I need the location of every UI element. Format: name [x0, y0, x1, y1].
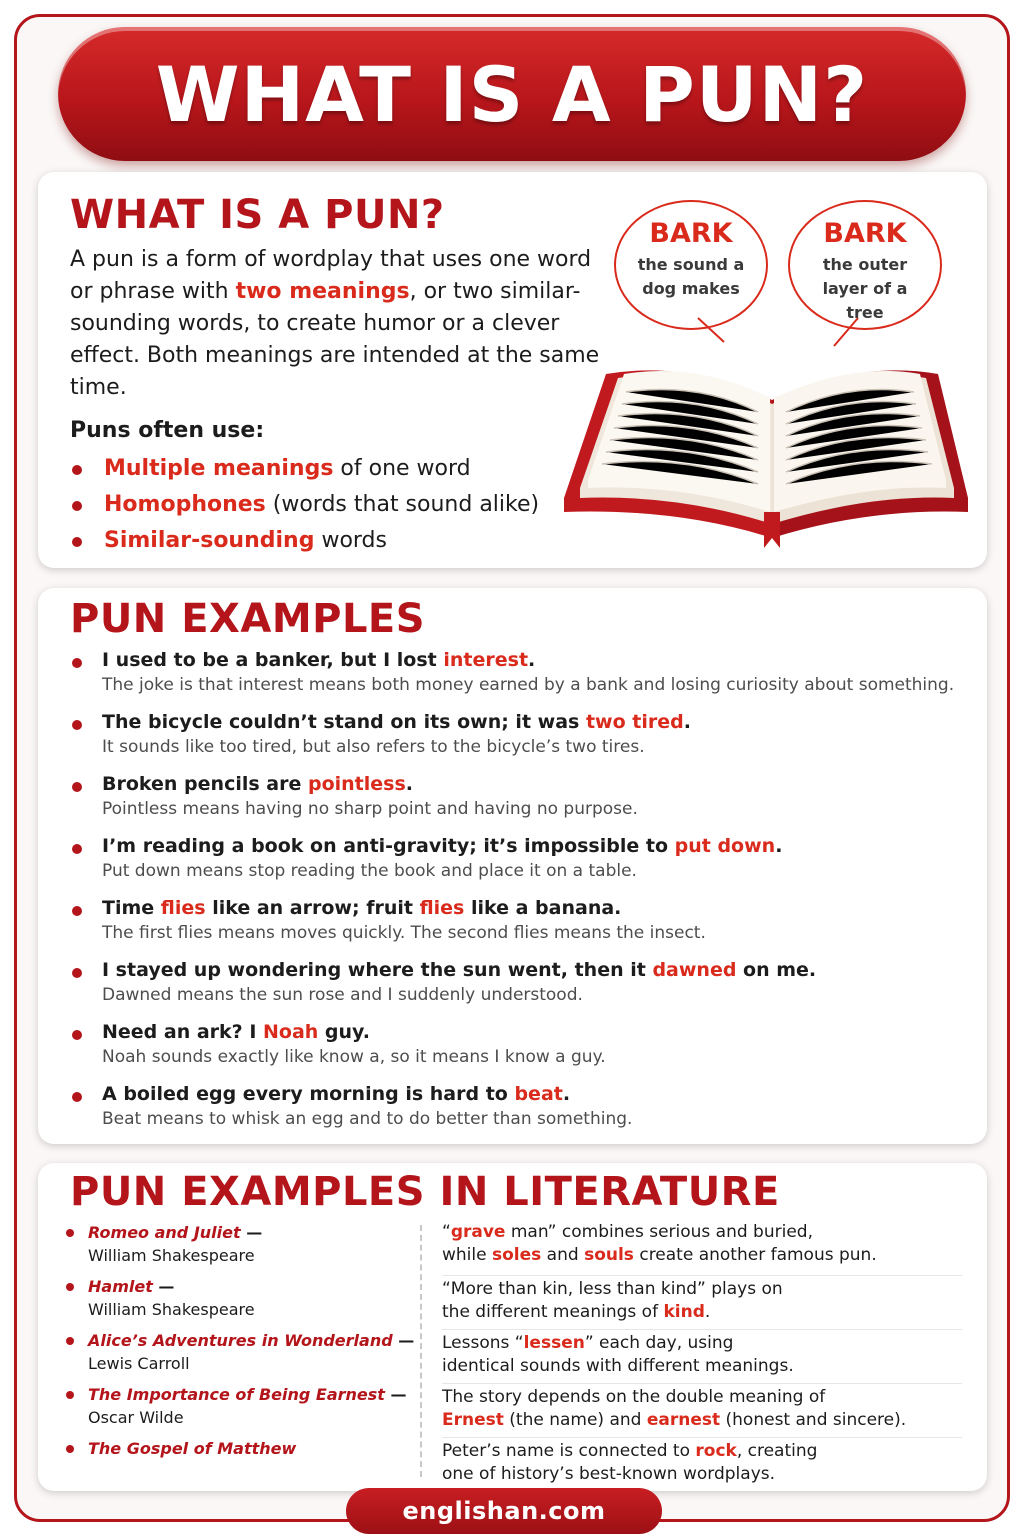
examples-card — [38, 588, 987, 1144]
bullet-icon — [66, 1445, 74, 1453]
note-text: . — [704, 1302, 711, 1322]
example-text: on me. — [736, 959, 817, 981]
use-highlight: Multiple meanings — [104, 456, 334, 481]
bullet-icon — [72, 465, 82, 475]
list-item — [70, 896, 970, 958]
list-item — [70, 834, 970, 896]
example-text: I used to be a banker, but I lost — [102, 649, 444, 671]
example-explanation: Noah sounds exactly like know a, so it means I know a guy. — [102, 1047, 606, 1067]
note-highlight: rock — [695, 1441, 737, 1461]
work-title: Hamlet — [88, 1277, 153, 1296]
example-text: . — [775, 835, 783, 857]
bullet-icon — [66, 1391, 74, 1399]
example-sentence — [102, 958, 970, 982]
example-explanation: The joke is that interest means both money earned by a bank and losing curiosity about something. — [102, 675, 955, 695]
bullet-icon — [72, 1092, 82, 1102]
open-book-icon — [558, 312, 978, 552]
uses-list — [70, 452, 539, 560]
list-item — [70, 772, 970, 834]
example-text: . — [683, 711, 691, 733]
example-sentence — [102, 1082, 970, 1106]
example-text: . — [405, 773, 413, 795]
definition-card — [38, 172, 987, 568]
example-pun-word: dawned — [652, 959, 737, 981]
use-text: (words that sound alike) — [265, 492, 540, 517]
list-item — [70, 1082, 970, 1144]
list-item — [64, 1275, 424, 1329]
list-item — [442, 1383, 962, 1437]
literature-card — [38, 1163, 987, 1491]
note-highlight: earnest — [646, 1410, 721, 1430]
example-pun-word: beat — [514, 1083, 563, 1105]
example-sentence — [102, 772, 970, 796]
work-dash: — — [152, 1277, 175, 1296]
bubble-meaning: the sound a dog makes — [637, 255, 745, 298]
example-explanation: Pointless means having no sharp point and having no purpose. — [102, 799, 638, 819]
bubble-tail-icon — [698, 318, 724, 342]
list-item — [70, 452, 539, 488]
example-sentence — [102, 896, 970, 920]
note-text: man” combines serious and buried, — [505, 1222, 813, 1242]
list-item — [70, 710, 970, 772]
use-highlight: Similar-sounding — [104, 528, 315, 553]
list-item — [442, 1437, 962, 1491]
example-text: like an arrow; fruit — [205, 897, 420, 919]
bullet-icon — [72, 1030, 82, 1040]
note-text: while — [442, 1245, 492, 1265]
bubble-tail-icon — [834, 318, 858, 346]
definition-text-part: , or two similar-sounding words, to create humor or a clever effect. Both meanings are intended at the same time. — [70, 279, 600, 400]
list-item — [64, 1383, 424, 1437]
site-badge — [346, 1488, 662, 1534]
example-pun-word: Noah — [263, 1021, 319, 1043]
literature-notes — [442, 1221, 962, 1491]
example-text: I’m reading a book on anti-gravity; it’s impossible to — [102, 835, 675, 857]
bullet-icon — [66, 1229, 74, 1237]
example-sentence — [102, 1020, 970, 1044]
uses-heading: Puns often use: — [70, 418, 265, 443]
note-highlight: souls — [584, 1245, 634, 1265]
example-pun-word: flies — [419, 897, 465, 919]
use-text: words — [314, 528, 387, 553]
list-item — [442, 1275, 962, 1329]
bullet-icon — [72, 658, 82, 668]
note-text: The story depends on the double meaning of — [442, 1387, 826, 1407]
note-text: one of history’s best-known wordplays. — [442, 1464, 776, 1484]
note-highlight: lessen — [523, 1333, 585, 1353]
example-pun-word: two tired — [585, 711, 684, 733]
work-dash: — — [240, 1223, 263, 1242]
works-list — [64, 1221, 424, 1491]
bullet-icon — [66, 1283, 74, 1291]
note-text: ” each day, using — [584, 1333, 734, 1353]
list-item — [70, 524, 539, 560]
note-highlight: soles — [492, 1245, 542, 1265]
work-title: Romeo and Juliet — [88, 1223, 241, 1242]
work-author: Oscar Wilde — [88, 1408, 184, 1427]
example-pun-word: pointless — [307, 773, 406, 795]
example-text: . — [528, 649, 536, 671]
example-text: guy. — [318, 1021, 370, 1043]
example-text: Broken pencils are — [102, 773, 308, 795]
example-pun-word: put down — [674, 835, 776, 857]
column-divider — [420, 1225, 422, 1477]
bullet-icon — [72, 720, 82, 730]
list-item — [64, 1329, 424, 1383]
bullet-icon — [72, 501, 82, 511]
definition-text — [70, 244, 600, 404]
example-sentence — [102, 648, 970, 672]
note-text: and — [541, 1245, 585, 1265]
work-title: The Gospel of Matthew — [88, 1439, 297, 1458]
list-item — [70, 648, 970, 710]
example-text: A boiled egg every morning is hard to — [102, 1083, 515, 1105]
use-highlight: Homophones — [104, 492, 266, 517]
work-author: William Shakespeare — [88, 1246, 255, 1265]
definition-heading: WHAT IS A PUN? — [70, 192, 445, 238]
example-pun-word: flies — [160, 897, 206, 919]
definition-highlight: two meanings — [235, 279, 410, 304]
note-text: “More than kin, less than kind” plays on — [442, 1279, 783, 1299]
work-author: William Shakespeare — [88, 1300, 255, 1319]
example-text: Time — [102, 897, 161, 919]
example-sentence — [102, 710, 970, 734]
note-text: (honest and sincere). — [720, 1410, 907, 1430]
example-text: Need an ark? I — [102, 1021, 263, 1043]
bullet-icon — [72, 968, 82, 978]
note-text: create another famous pun. — [633, 1245, 877, 1265]
list-item — [442, 1221, 962, 1275]
examples-heading: PUN EXAMPLES — [70, 596, 426, 642]
example-explanation: Put down means stop reading the book and place it on a table. — [102, 861, 637, 881]
list-item — [70, 1020, 970, 1082]
note-text: Peter’s name is connected to — [442, 1441, 696, 1461]
note-text: identical sounds with different meanings. — [442, 1356, 794, 1376]
example-text: The bicycle couldn’t stand on its own; it was — [102, 711, 586, 733]
example-text: . — [562, 1083, 571, 1105]
example-explanation: Beat means to whisk an egg and to do better than something. — [102, 1109, 633, 1129]
note-text: the different meanings of — [442, 1302, 664, 1322]
note-highlight: kind — [663, 1302, 705, 1322]
examples-list — [70, 648, 970, 1144]
definition-text-part: A pun is a form of wordplay that uses one word or phrase with — [70, 247, 592, 304]
site-url: englishan.com — [402, 1497, 606, 1525]
literature-heading: PUN EXAMPLES IN LITERATURE — [70, 1169, 780, 1215]
list-item — [64, 1437, 424, 1491]
bullet-icon — [72, 844, 82, 854]
example-explanation: It sounds like too tired, but also refers to the bicycle’s two tires. — [102, 737, 645, 757]
title-banner — [58, 27, 966, 161]
bullet-icon — [72, 782, 82, 792]
example-text: like a banana. — [464, 897, 622, 919]
note-text: Lessons “ — [442, 1333, 524, 1353]
example-explanation: The first flies means moves quickly. The second flies means the insect. — [102, 923, 706, 943]
work-dash: — — [392, 1331, 415, 1350]
work-dash: — — [384, 1385, 407, 1404]
speech-bubble-dog — [614, 200, 768, 330]
list-item — [70, 958, 970, 1020]
example-text: I stayed up wondering where the sun went, then it — [102, 959, 653, 981]
work-author: Lewis Carroll — [88, 1354, 190, 1373]
note-text: (the name) and — [503, 1410, 647, 1430]
bubble-word: BARK — [649, 218, 733, 249]
bullet-icon — [72, 537, 82, 547]
bookmark-ribbon — [764, 512, 780, 548]
list-item — [70, 488, 539, 524]
bubble-word: BARK — [823, 218, 907, 249]
list-item — [64, 1221, 424, 1275]
use-text: of one word — [333, 456, 471, 481]
list-item — [442, 1329, 962, 1383]
example-pun-word: interest — [443, 649, 529, 671]
example-explanation: Dawned means the sun rose and I suddenly understood. — [102, 985, 583, 1005]
bullet-icon — [66, 1337, 74, 1345]
bubble-meaning: the outer layer of a tree — [822, 255, 908, 322]
page-title: WHAT IS A PUN? — [155, 49, 869, 139]
bullet-icon — [72, 906, 82, 916]
note-highlight: grave — [450, 1222, 506, 1242]
example-sentence — [102, 834, 970, 858]
note-text: “ — [442, 1222, 451, 1242]
work-title: The Importance of Being Earnest — [88, 1385, 385, 1404]
note-text: , creating — [736, 1441, 818, 1461]
speech-bubble-tree — [788, 200, 942, 330]
work-title: Alice’s Adventures in Wonderland — [88, 1331, 393, 1350]
note-highlight: Ernest — [442, 1410, 504, 1430]
